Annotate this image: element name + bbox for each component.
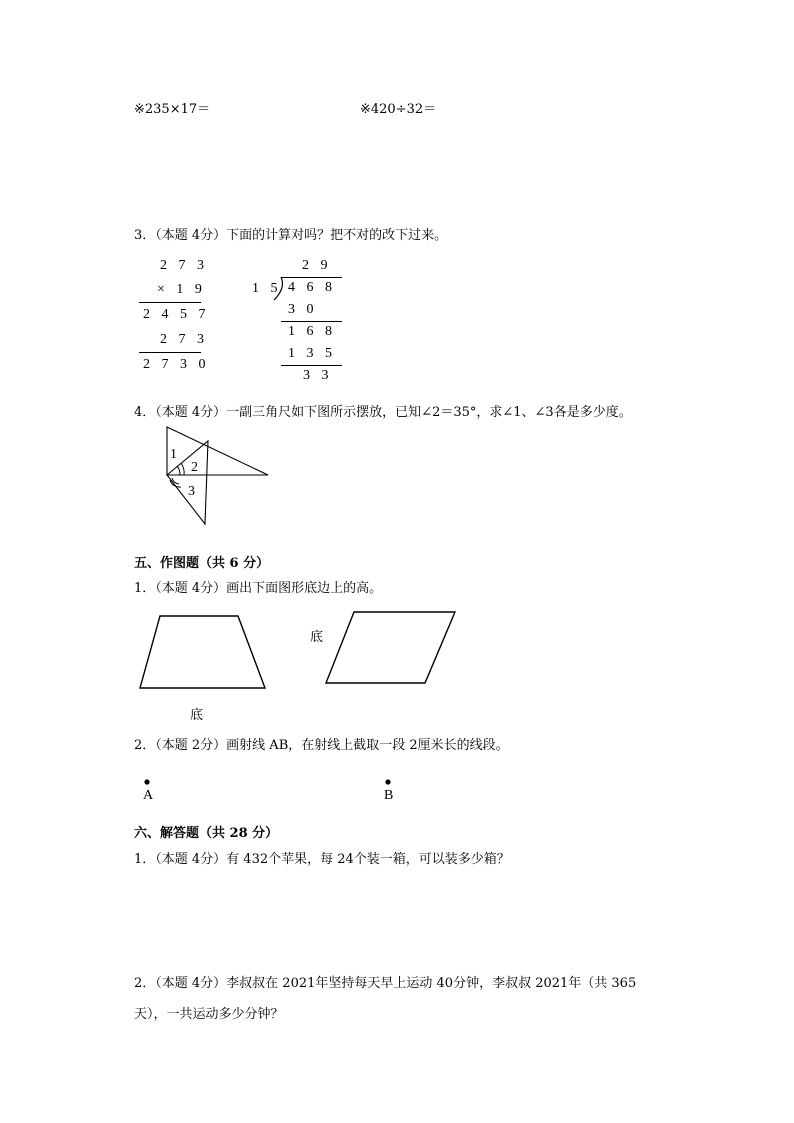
section-5-question-2: 2．（本题 2分）画射线 AB，在射线上截取一段 2厘米长的线段。 [134, 738, 509, 753]
angle-label-1: 1 [170, 447, 177, 462]
section-6-title: 六、解答题（共 28 分） [134, 826, 279, 841]
question-4-text: 4．（本题 4分）一副三角尺如下图所示摆放，已知∠2＝35°，求∠1、∠3各是多少度。 [134, 405, 632, 420]
division-step-1: 3 0 [288, 302, 318, 317]
division-dividend: 4 6 8 [288, 280, 336, 295]
point-b-dot [381, 778, 395, 786]
mult-rule-1 [139, 302, 201, 303]
section-6-question-2-line-2: 天），一共运动多少分钟？ [134, 1007, 284, 1022]
question-3-text: 3．（本题 4分）下面的计算对吗？把不对的改下过来。 [134, 228, 448, 243]
parallelogram-base-label: 底 [310, 630, 324, 645]
division-quotient: 2 9 [302, 258, 332, 273]
section-6-question-2-line-1: 2．（本题 4分）李叔叔在 2021年坚持每天早上运动 40分钟，李叔叔 2021年（共 365 [134, 976, 637, 991]
angle-label-2: 2 [191, 460, 198, 475]
triangle-rulers-figure [160, 425, 275, 530]
point-b-label: B [384, 788, 394, 803]
mult-line-4: 2 7 3 [160, 332, 208, 347]
calc-item-1: ※235×17＝ [134, 102, 211, 117]
point-a-dot [140, 778, 154, 786]
division-step-3: 1 3 5 [288, 346, 336, 361]
parallelogram-figure [322, 608, 462, 688]
calc-item-2: ※420÷32＝ [360, 102, 437, 117]
mult-line-2: × 1 9 [157, 282, 206, 297]
division-top-rule [281, 277, 342, 278]
point-a-label: A [143, 788, 154, 803]
mult-line-1: 2 7 3 [160, 258, 208, 273]
trapezoid-base-label: 底 [190, 708, 204, 723]
mult-rule-2 [139, 352, 201, 353]
mult-line-5: 2 7 3 0 [143, 357, 210, 372]
mult-line-3: 2 4 5 7 [143, 307, 210, 322]
division-step-4: 3 3 [303, 368, 333, 383]
division-rule-1 [281, 321, 342, 322]
section-6-question-1: 1．（本题 4分）有 432个苹果，每 24个装一箱，可以装多少箱？ [134, 852, 510, 867]
division-divisor: 1 5 [252, 281, 282, 296]
division-rule-2 [281, 365, 342, 366]
angle-label-3: 3 [188, 484, 195, 499]
division-step-2: 1 6 8 [288, 324, 336, 339]
section-5-question-1: 1．（本题 4分）画出下面图形底边上的高。 [134, 581, 383, 596]
trapezoid-figure [130, 610, 275, 695]
section-5-title: 五、作图题（共 6 分） [134, 556, 270, 571]
